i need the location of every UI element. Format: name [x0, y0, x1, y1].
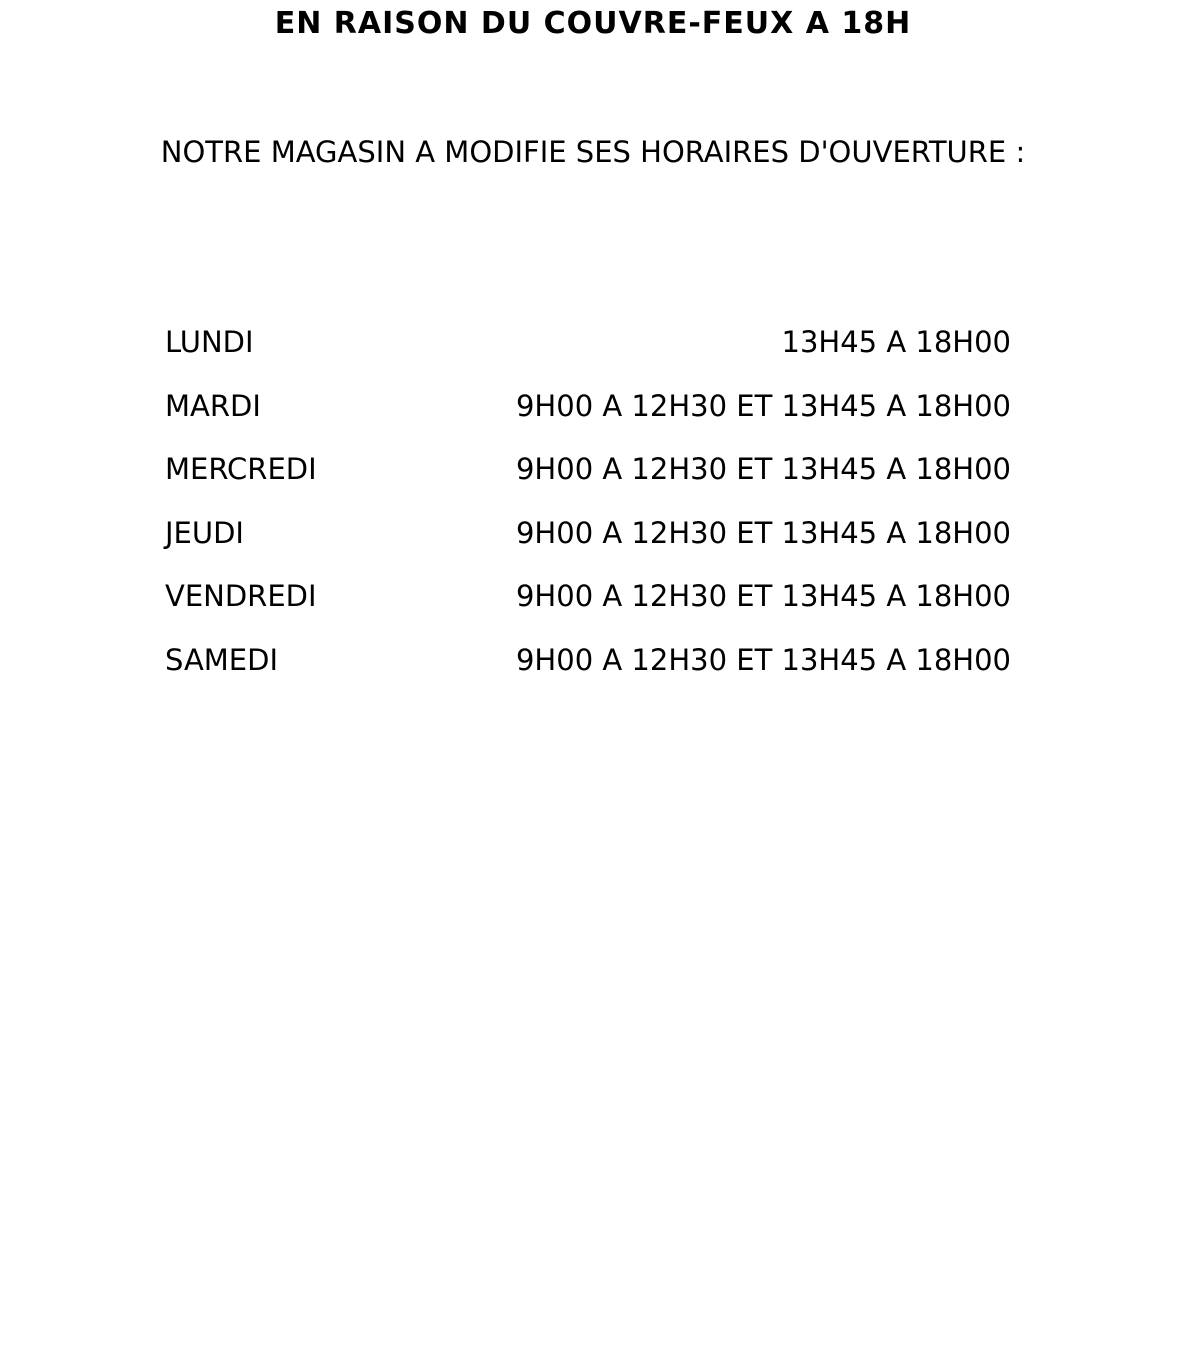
- notice-title: EN RAISON DU COUVRE-FEUX A 18H: [274, 6, 912, 41]
- hours-value: 9H00 A 12H30 ET 13H45 A 18H00: [515, 388, 1011, 423]
- hours-value: 9H00 A 12H30 ET 13H45 A 18H00: [515, 452, 1011, 487]
- opening-hours-schedule: [165, 322, 1015, 704]
- day-label: SAMEDI: [165, 642, 279, 677]
- day-label: MERCREDI: [165, 452, 317, 487]
- day-label: JEUDI: [165, 515, 244, 550]
- schedule-row-lundi: [165, 322, 1015, 386]
- schedule-row-mardi: [165, 386, 1015, 450]
- day-label: LUNDI: [165, 325, 254, 359]
- hours-value: 9H00 A 12H30 ET 13H45 A 18H00: [515, 642, 1011, 677]
- schedule-row-jeudi: [165, 513, 1015, 577]
- day-label: MARDI: [165, 388, 261, 423]
- schedule-row-mercredi: [165, 449, 1015, 513]
- hours-value: 9H00 A 12H30 ET 13H45 A 18H00: [515, 515, 1011, 550]
- notice-subtitle: NOTRE MAGASIN A MODIFIE SES HORAIRES D'OUVERTURE :: [160, 135, 1026, 169]
- schedule-row-vendredi: [165, 576, 1015, 640]
- hours-value: 9H00 A 12H30 ET 13H45 A 18H00: [515, 579, 1011, 614]
- day-label: VENDREDI: [165, 579, 317, 614]
- hours-value: 13H45 A 18H00: [781, 325, 1011, 359]
- schedule-row-samedi: [165, 640, 1015, 704]
